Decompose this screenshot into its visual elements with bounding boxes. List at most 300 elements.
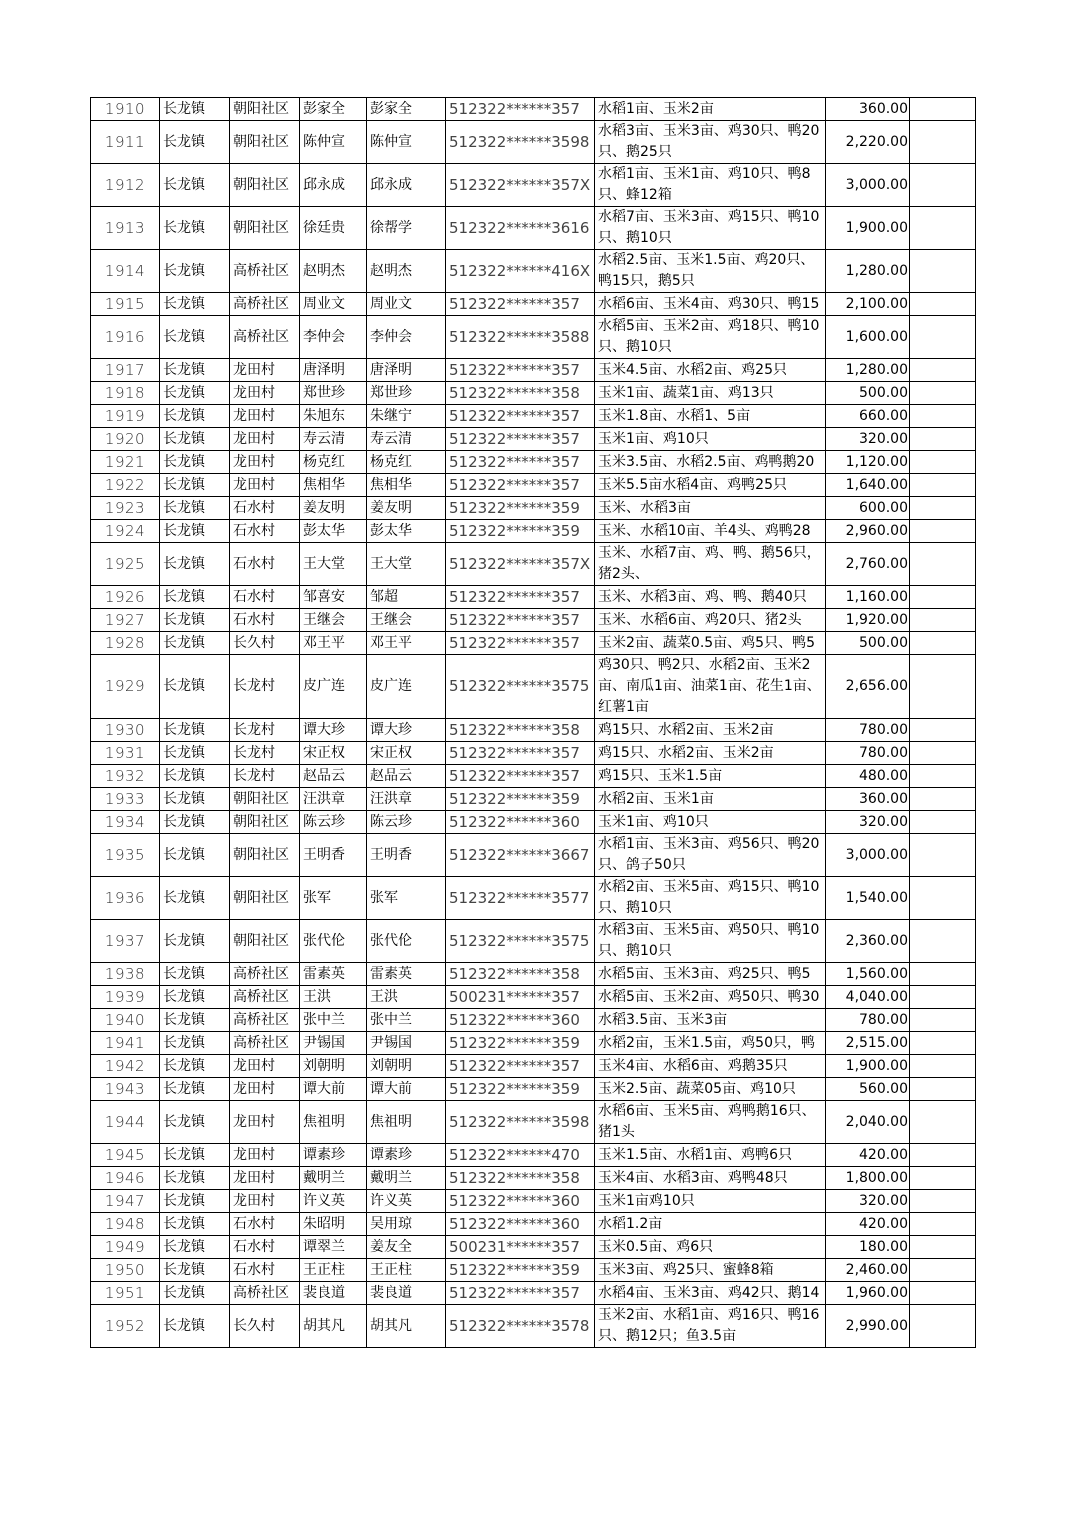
row-number: 1940: [91, 1009, 160, 1032]
village-cell: 朝阳社区: [230, 811, 300, 834]
table-row: [91, 1259, 976, 1282]
village-cell: 龙田村: [230, 474, 300, 497]
name-cell: 张中兰: [300, 1009, 367, 1032]
row-number: 1914: [91, 250, 160, 293]
table-row: [91, 834, 976, 877]
name-cell: 周业文: [300, 293, 367, 316]
name-cell: 王继会: [300, 609, 367, 632]
representative-cell: 邱永成: [367, 164, 446, 207]
amount-cell: 2,990.00: [826, 1305, 910, 1348]
id-number-cell: 512322******357: [446, 1282, 595, 1305]
village-cell: 朝阳社区: [230, 788, 300, 811]
table-row: [91, 877, 976, 920]
representative-cell: 姜友全: [367, 1236, 446, 1259]
village-cell: 石水村: [230, 520, 300, 543]
description-cell: 水稻3亩、玉米5亩、鸡50只、鸭10只、鹅10只: [595, 920, 826, 963]
village-cell: 龙田村: [230, 1078, 300, 1101]
description-cell: 水稻6亩、玉米5亩、鸡鸭鹅16只、猪1头: [595, 1101, 826, 1144]
id-number-cell: 512322******358: [446, 963, 595, 986]
row-number: 1935: [91, 834, 160, 877]
representative-cell: 谭大珍: [367, 719, 446, 742]
town-cell: 长龙镇: [160, 742, 230, 765]
name-cell: 唐泽明: [300, 359, 367, 382]
representative-cell: 徐帮学: [367, 207, 446, 250]
amount-cell: 780.00: [826, 742, 910, 765]
representative-cell: 胡其凡: [367, 1305, 446, 1348]
amount-cell: 1,960.00: [826, 1282, 910, 1305]
id-number-cell: 512322******357: [446, 632, 595, 655]
empty-cell: [910, 1259, 976, 1282]
row-number: 1947: [91, 1190, 160, 1213]
amount-cell: 2,460.00: [826, 1259, 910, 1282]
village-cell: 朝阳社区: [230, 98, 300, 121]
row-number: 1927: [91, 609, 160, 632]
name-cell: 戴明兰: [300, 1167, 367, 1190]
id-number-cell: 512322******3616: [446, 207, 595, 250]
table-row: [91, 719, 976, 742]
empty-cell: [910, 963, 976, 986]
id-number-cell: 512322******359: [446, 1259, 595, 1282]
table-row: [91, 207, 976, 250]
representative-cell: 张代伦: [367, 920, 446, 963]
representative-cell: 雷素英: [367, 963, 446, 986]
village-cell: 石水村: [230, 586, 300, 609]
empty-cell: [910, 1236, 976, 1259]
empty-cell: [910, 1167, 976, 1190]
town-cell: 长龙镇: [160, 474, 230, 497]
name-cell: 王明香: [300, 834, 367, 877]
amount-cell: 1,920.00: [826, 609, 910, 632]
empty-cell: [910, 98, 976, 121]
name-cell: 徐廷贵: [300, 207, 367, 250]
id-number-cell: 512322******359: [446, 788, 595, 811]
row-number: 1915: [91, 293, 160, 316]
name-cell: 邱永成: [300, 164, 367, 207]
empty-cell: [910, 609, 976, 632]
name-cell: 汪洪章: [300, 788, 367, 811]
amount-cell: 420.00: [826, 1213, 910, 1236]
amount-cell: 1,160.00: [826, 586, 910, 609]
empty-cell: [910, 520, 976, 543]
name-cell: 李仲会: [300, 316, 367, 359]
town-cell: 长龙镇: [160, 1305, 230, 1348]
village-cell: 龙田村: [230, 451, 300, 474]
table-row: [91, 164, 976, 207]
town-cell: 长龙镇: [160, 405, 230, 428]
town-cell: 长龙镇: [160, 1259, 230, 1282]
table-row: [91, 765, 976, 788]
name-cell: 陈仲宣: [300, 121, 367, 164]
town-cell: 长龙镇: [160, 164, 230, 207]
row-number: 1918: [91, 382, 160, 405]
id-number-cell: 512322******357: [446, 586, 595, 609]
description-cell: 玉米3.5亩、水稻2.5亩、鸡鸭鹅20: [595, 451, 826, 474]
name-cell: 王大堂: [300, 543, 367, 586]
id-number-cell: 512322******3578: [446, 1305, 595, 1348]
name-cell: 彭家全: [300, 98, 367, 121]
representative-cell: 陈仲宣: [367, 121, 446, 164]
representative-cell: 汪洪章: [367, 788, 446, 811]
table-row: [91, 1032, 976, 1055]
name-cell: 谭素珍: [300, 1144, 367, 1167]
town-cell: 长龙镇: [160, 1167, 230, 1190]
town-cell: 长龙镇: [160, 451, 230, 474]
name-cell: 张代伦: [300, 920, 367, 963]
row-number: 1941: [91, 1032, 160, 1055]
row-number: 1928: [91, 632, 160, 655]
name-cell: 赵品云: [300, 765, 367, 788]
description-cell: 玉米1.5亩、水稻1亩、鸡鸭6只: [595, 1144, 826, 1167]
empty-cell: [910, 719, 976, 742]
table-row: [91, 359, 976, 382]
description-cell: 水稻4亩、玉米3亩、鸡42只、鹅14: [595, 1282, 826, 1305]
table-row: [91, 586, 976, 609]
village-cell: 高桥社区: [230, 293, 300, 316]
amount-cell: 4,040.00: [826, 986, 910, 1009]
id-number-cell: 512322******359: [446, 1078, 595, 1101]
town-cell: 长龙镇: [160, 98, 230, 121]
row-number: 1946: [91, 1167, 160, 1190]
amount-cell: 2,656.00: [826, 655, 910, 719]
town-cell: 长龙镇: [160, 497, 230, 520]
town-cell: 长龙镇: [160, 632, 230, 655]
table-row: [91, 1282, 976, 1305]
id-number-cell: 512322******357: [446, 742, 595, 765]
name-cell: 邓王平: [300, 632, 367, 655]
representative-cell: 裴良道: [367, 1282, 446, 1305]
representative-cell: 尹锡国: [367, 1032, 446, 1055]
village-cell: 高桥社区: [230, 963, 300, 986]
town-cell: 长龙镇: [160, 765, 230, 788]
id-number-cell: 512322******359: [446, 497, 595, 520]
id-number-cell: 512322******358: [446, 1167, 595, 1190]
row-number: 1925: [91, 543, 160, 586]
row-number: 1924: [91, 520, 160, 543]
id-number-cell: 512322******3575: [446, 655, 595, 719]
row-number: 1930: [91, 719, 160, 742]
id-number-cell: 500231******357: [446, 986, 595, 1009]
description-cell: 玉米4亩、水稻6亩、鸡鹅35只: [595, 1055, 826, 1078]
empty-cell: [910, 788, 976, 811]
town-cell: 长龙镇: [160, 1144, 230, 1167]
representative-cell: 吴用琼: [367, 1213, 446, 1236]
amount-cell: 600.00: [826, 497, 910, 520]
name-cell: 张军: [300, 877, 367, 920]
name-cell: 赵明杰: [300, 250, 367, 293]
table-body: [91, 98, 976, 1348]
town-cell: 长龙镇: [160, 1213, 230, 1236]
representative-cell: 王洪: [367, 986, 446, 1009]
empty-cell: [910, 765, 976, 788]
row-number: 1921: [91, 451, 160, 474]
town-cell: 长龙镇: [160, 1078, 230, 1101]
empty-cell: [910, 586, 976, 609]
table-row: [91, 742, 976, 765]
village-cell: 高桥社区: [230, 1282, 300, 1305]
amount-cell: 560.00: [826, 1078, 910, 1101]
name-cell: 焦相华: [300, 474, 367, 497]
village-cell: 朝阳社区: [230, 207, 300, 250]
town-cell: 长龙镇: [160, 121, 230, 164]
row-number: 1939: [91, 986, 160, 1009]
description-cell: 水稻5亩、玉米2亩、鸡18只、鸭10只、鹅10只: [595, 316, 826, 359]
id-number-cell: 512322******357: [446, 98, 595, 121]
description-cell: 玉米2亩、水稻1亩、鸡16只、鸭16只、鹅12只；鱼3.5亩: [595, 1305, 826, 1348]
representative-cell: 赵品云: [367, 765, 446, 788]
empty-cell: [910, 1055, 976, 1078]
id-number-cell: 512322******3588: [446, 316, 595, 359]
table-row: [91, 1167, 976, 1190]
table-row: [91, 1190, 976, 1213]
village-cell: 朝阳社区: [230, 877, 300, 920]
id-number-cell: 512322******357: [446, 359, 595, 382]
amount-cell: 2,760.00: [826, 543, 910, 586]
name-cell: 雷素英: [300, 963, 367, 986]
empty-cell: [910, 250, 976, 293]
id-number-cell: 512322******360: [446, 1190, 595, 1213]
empty-cell: [910, 920, 976, 963]
id-number-cell: 500231******357: [446, 1236, 595, 1259]
id-number-cell: 512322******357: [446, 1055, 595, 1078]
empty-cell: [910, 1078, 976, 1101]
row-number: 1949: [91, 1236, 160, 1259]
town-cell: 长龙镇: [160, 963, 230, 986]
name-cell: 王洪: [300, 986, 367, 1009]
representative-cell: 焦祖明: [367, 1101, 446, 1144]
description-cell: 水稻1亩、玉米2亩: [595, 98, 826, 121]
amount-cell: 320.00: [826, 1190, 910, 1213]
representative-cell: 李仲会: [367, 316, 446, 359]
name-cell: 许义英: [300, 1190, 367, 1213]
row-number: 1951: [91, 1282, 160, 1305]
town-cell: 长龙镇: [160, 1101, 230, 1144]
table-row: [91, 1078, 976, 1101]
representative-cell: 唐泽明: [367, 359, 446, 382]
description-cell: 水稻6亩、玉米4亩、鸡30只、鸭15: [595, 293, 826, 316]
description-cell: 玉米4亩、水稻3亩、鸡鸭48只: [595, 1167, 826, 1190]
table-row: [91, 520, 976, 543]
village-cell: 高桥社区: [230, 1032, 300, 1055]
village-cell: 朝阳社区: [230, 121, 300, 164]
table-row: [91, 428, 976, 451]
table-row: [91, 920, 976, 963]
id-number-cell: 512322******3598: [446, 121, 595, 164]
row-number: 1932: [91, 765, 160, 788]
row-number: 1920: [91, 428, 160, 451]
empty-cell: [910, 1305, 976, 1348]
amount-cell: 2,100.00: [826, 293, 910, 316]
empty-cell: [910, 382, 976, 405]
representative-cell: 王明香: [367, 834, 446, 877]
row-number: 1917: [91, 359, 160, 382]
empty-cell: [910, 1190, 976, 1213]
empty-cell: [910, 1032, 976, 1055]
amount-cell: 2,360.00: [826, 920, 910, 963]
id-number-cell: 512322******357X: [446, 164, 595, 207]
empty-cell: [910, 293, 976, 316]
table-row: [91, 121, 976, 164]
amount-cell: 500.00: [826, 382, 910, 405]
village-cell: 高桥社区: [230, 250, 300, 293]
village-cell: 龙田村: [230, 1167, 300, 1190]
amount-cell: 1,280.00: [826, 250, 910, 293]
name-cell: 宋正权: [300, 742, 367, 765]
table-row: [91, 405, 976, 428]
name-cell: 皮广连: [300, 655, 367, 719]
id-number-cell: 512322******360: [446, 811, 595, 834]
representative-cell: 赵明杰: [367, 250, 446, 293]
description-cell: 玉米1亩、鸡10只: [595, 811, 826, 834]
representative-cell: 周业文: [367, 293, 446, 316]
empty-cell: [910, 451, 976, 474]
amount-cell: 480.00: [826, 765, 910, 788]
row-number: 1942: [91, 1055, 160, 1078]
row-number: 1923: [91, 497, 160, 520]
table-row: [91, 609, 976, 632]
row-number: 1944: [91, 1101, 160, 1144]
row-number: 1912: [91, 164, 160, 207]
representative-cell: 焦相华: [367, 474, 446, 497]
row-number: 1931: [91, 742, 160, 765]
town-cell: 长龙镇: [160, 293, 230, 316]
town-cell: 长龙镇: [160, 1055, 230, 1078]
empty-cell: [910, 1144, 976, 1167]
amount-cell: 1,560.00: [826, 963, 910, 986]
table-row: [91, 1101, 976, 1144]
town-cell: 长龙镇: [160, 586, 230, 609]
amount-cell: 780.00: [826, 719, 910, 742]
representative-cell: 刘朝明: [367, 1055, 446, 1078]
empty-cell: [910, 359, 976, 382]
town-cell: 长龙镇: [160, 359, 230, 382]
town-cell: 长龙镇: [160, 1190, 230, 1213]
id-number-cell: 512322******358: [446, 719, 595, 742]
representative-cell: 陈云珍: [367, 811, 446, 834]
amount-cell: 780.00: [826, 1009, 910, 1032]
village-cell: 龙田村: [230, 428, 300, 451]
town-cell: 长龙镇: [160, 920, 230, 963]
id-number-cell: 512322******360: [446, 1009, 595, 1032]
name-cell: 寿云清: [300, 428, 367, 451]
empty-cell: [910, 834, 976, 877]
amount-cell: 180.00: [826, 1236, 910, 1259]
empty-cell: [910, 474, 976, 497]
row-number: 1933: [91, 788, 160, 811]
description-cell: 鸡15只、水稻2亩、玉米2亩: [595, 742, 826, 765]
town-cell: 长龙镇: [160, 316, 230, 359]
village-cell: 龙田村: [230, 382, 300, 405]
amount-cell: 360.00: [826, 98, 910, 121]
id-number-cell: 512322******357: [446, 451, 595, 474]
row-number: 1945: [91, 1144, 160, 1167]
table-row: [91, 451, 976, 474]
subsidy-table: [90, 97, 976, 1348]
description-cell: 水稻2.5亩、玉米1.5亩、鸡20只、鸭15只，鹅5只: [595, 250, 826, 293]
description-cell: 玉米1亩、蔬菜1亩、鸡13只: [595, 382, 826, 405]
table-row: [91, 655, 976, 719]
representative-cell: 张军: [367, 877, 446, 920]
name-cell: 彭太华: [300, 520, 367, 543]
description-cell: 玉米2.5亩、蔬菜05亩、鸡10只: [595, 1078, 826, 1101]
empty-cell: [910, 207, 976, 250]
description-cell: 水稻5亩、玉米3亩、鸡25只、鸭5: [595, 963, 826, 986]
empty-cell: [910, 497, 976, 520]
description-cell: 玉米、水稻3亩: [595, 497, 826, 520]
amount-cell: 3,000.00: [826, 164, 910, 207]
village-cell: 长久村: [230, 632, 300, 655]
representative-cell: 张中兰: [367, 1009, 446, 1032]
table-row: [91, 98, 976, 121]
table-row: [91, 1009, 976, 1032]
town-cell: 长龙镇: [160, 1032, 230, 1055]
village-cell: 长龙村: [230, 765, 300, 788]
description-cell: 玉米、水稻7亩、鸡、鸭、鹅56只，猪2头、: [595, 543, 826, 586]
amount-cell: 1,280.00: [826, 359, 910, 382]
row-number: 1936: [91, 877, 160, 920]
id-number-cell: 512322******359: [446, 520, 595, 543]
description-cell: 水稻3.5亩、玉米3亩: [595, 1009, 826, 1032]
name-cell: 胡其凡: [300, 1305, 367, 1348]
representative-cell: 杨克红: [367, 451, 446, 474]
empty-cell: [910, 405, 976, 428]
town-cell: 长龙镇: [160, 382, 230, 405]
town-cell: 长龙镇: [160, 986, 230, 1009]
name-cell: 郑世珍: [300, 382, 367, 405]
table-row: [91, 986, 976, 1009]
amount-cell: 2,220.00: [826, 121, 910, 164]
village-cell: 朝阳社区: [230, 164, 300, 207]
town-cell: 长龙镇: [160, 1236, 230, 1259]
empty-cell: [910, 742, 976, 765]
town-cell: 长龙镇: [160, 1282, 230, 1305]
representative-cell: 彭太华: [367, 520, 446, 543]
representative-cell: 彭家全: [367, 98, 446, 121]
village-cell: 石水村: [230, 1236, 300, 1259]
table-row: [91, 497, 976, 520]
table-row: [91, 382, 976, 405]
row-number: 1952: [91, 1305, 160, 1348]
amount-cell: 1,600.00: [826, 316, 910, 359]
table-row: [91, 811, 976, 834]
description-cell: 水稻2亩、玉米1亩: [595, 788, 826, 811]
village-cell: 长龙村: [230, 742, 300, 765]
amount-cell: 500.00: [826, 632, 910, 655]
row-number: 1948: [91, 1213, 160, 1236]
row-number: 1911: [91, 121, 160, 164]
representative-cell: 王大堂: [367, 543, 446, 586]
representative-cell: 许义英: [367, 1190, 446, 1213]
town-cell: 长龙镇: [160, 811, 230, 834]
name-cell: 尹锡国: [300, 1032, 367, 1055]
village-cell: 长龙村: [230, 655, 300, 719]
table-row: [91, 963, 976, 986]
representative-cell: 邓王平: [367, 632, 446, 655]
table-row: [91, 632, 976, 655]
village-cell: 龙田村: [230, 405, 300, 428]
table-row: [91, 293, 976, 316]
table-row: [91, 788, 976, 811]
village-cell: 朝阳社区: [230, 834, 300, 877]
representative-cell: 宋正权: [367, 742, 446, 765]
id-number-cell: 512322******359: [446, 1032, 595, 1055]
empty-cell: [910, 1101, 976, 1144]
id-number-cell: 512322******360: [446, 1213, 595, 1236]
id-number-cell: 512322******358: [446, 382, 595, 405]
row-number: 1919: [91, 405, 160, 428]
description-cell: 玉米、水稻3亩、鸡、鸭、鹅40只: [595, 586, 826, 609]
amount-cell: 1,540.00: [826, 877, 910, 920]
row-number: 1937: [91, 920, 160, 963]
